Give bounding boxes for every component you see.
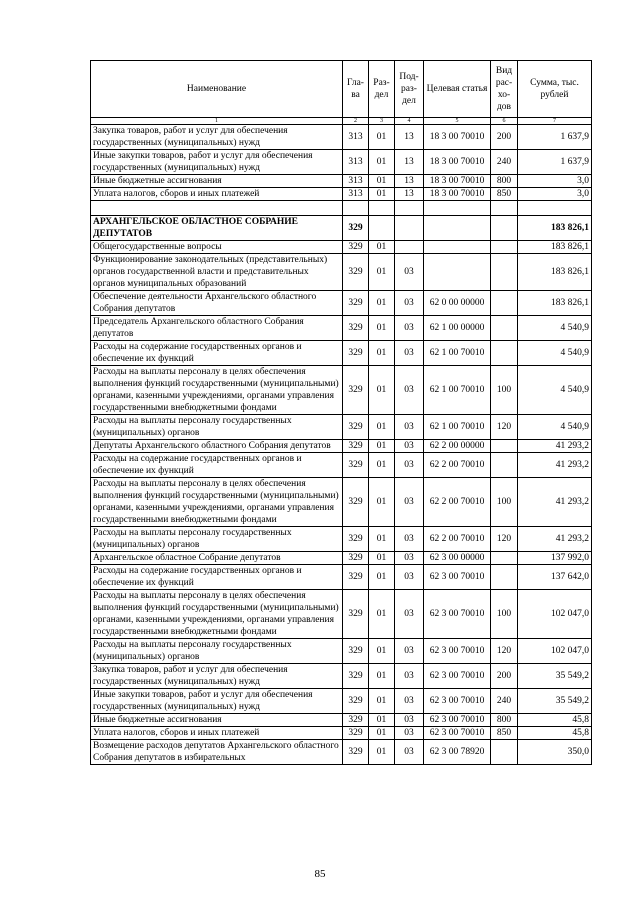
row-name: Председатель Архангельского областного Собрания депутатов (91, 316, 343, 341)
header-summa: Сумма, тыс. рублей (518, 61, 592, 118)
table-row (91, 565, 592, 590)
row-vid: 240 (491, 150, 518, 175)
row-podrazdel: 03 (395, 478, 424, 527)
column-number: 5 (424, 118, 491, 125)
row-razdel: 01 (369, 254, 395, 291)
row-glava: 329 (343, 552, 369, 565)
row-amount: 41 293,2 (518, 527, 592, 552)
row-statya (424, 216, 491, 241)
row-amount: 183 826,1 (518, 254, 592, 291)
row-vid (491, 291, 518, 316)
row-name: Расходы на содержание государственных органов и обеспечение их функций (91, 565, 343, 590)
row-razdel: 01 (369, 125, 395, 150)
row-glava: 329 (343, 216, 369, 241)
row-statya (424, 254, 491, 291)
row-name: Расходы на выплаты персоналу в целях обеспечения выполнения функций государственными (муниципальными) органами, казенными учреждениями, органами управления государственными внебюджетными фондами (91, 590, 343, 639)
row-glava: 329 (343, 689, 369, 714)
table-header-row (91, 61, 592, 118)
row-name: Иные бюджетные ассигнования (91, 714, 343, 727)
row-amount: 183 826,1 (518, 241, 592, 254)
row-razdel (369, 216, 395, 241)
table-row (91, 727, 592, 740)
row-podrazdel: 03 (395, 341, 424, 366)
row-statya: 62 3 00 70010 (424, 565, 491, 590)
row-podrazdel: 13 (395, 125, 424, 150)
table-body (91, 125, 592, 765)
row-name: Иные бюджетные ассигнования (91, 175, 343, 188)
row-name: Расходы на выплаты персоналу в целях обеспечения выполнения функций государственными (муниципальными) органами, казенными учреждениями, органами управления государственными внебюджетными фондами (91, 366, 343, 415)
row-podrazdel: 03 (395, 740, 424, 765)
row-name: Расходы на выплаты персоналу государственных (муниципальных) органов (91, 527, 343, 552)
column-number: 4 (395, 118, 424, 125)
row-vid (491, 565, 518, 590)
column-number: 1 (91, 118, 343, 125)
row-podrazdel: 03 (395, 415, 424, 440)
row-vid: 800 (491, 714, 518, 727)
row-name: Депутаты Архангельского областного Собрания депутатов (91, 440, 343, 453)
spacer-cell (518, 201, 592, 216)
row-amount: 35 549,2 (518, 689, 592, 714)
row-amount: 4 540,9 (518, 316, 592, 341)
row-name: АРХАНГЕЛЬСКОЕ ОБЛАСТНОЕ СОБРАНИЕ ДЕПУТАТОВ (91, 216, 343, 241)
row-vid (491, 453, 518, 478)
table-row (91, 453, 592, 478)
row-podrazdel: 03 (395, 664, 424, 689)
row-amount: 102 047,0 (518, 639, 592, 664)
row-podrazdel (395, 216, 424, 241)
row-glava: 313 (343, 150, 369, 175)
table-row (91, 689, 592, 714)
row-amount: 45,8 (518, 727, 592, 740)
row-podrazdel: 03 (395, 440, 424, 453)
row-razdel: 01 (369, 740, 395, 765)
table-row (91, 150, 592, 175)
row-glava: 329 (343, 415, 369, 440)
row-statya: 62 1 00 70010 (424, 415, 491, 440)
row-statya: 18 3 00 70010 (424, 125, 491, 150)
row-amount: 3,0 (518, 188, 592, 201)
row-razdel: 01 (369, 291, 395, 316)
spacer-cell (491, 201, 518, 216)
row-amount: 183 826,1 (518, 291, 592, 316)
header-name: Наименование (91, 61, 343, 118)
row-glava: 329 (343, 440, 369, 453)
row-vid (491, 552, 518, 565)
row-glava: 313 (343, 175, 369, 188)
row-name: Возмещение расходов депутатов Архангельского областного Собрания депутатов в избирательных (91, 740, 343, 765)
row-razdel: 01 (369, 366, 395, 415)
table-row (91, 241, 592, 254)
row-razdel: 01 (369, 188, 395, 201)
row-glava: 329 (343, 527, 369, 552)
row-glava: 329 (343, 478, 369, 527)
row-podrazdel: 13 (395, 188, 424, 201)
header-statya: Целевая статья (424, 61, 491, 118)
table-row (91, 415, 592, 440)
table-row (91, 714, 592, 727)
row-name: Общегосударственные вопросы (91, 241, 343, 254)
row-statya: 62 2 00 70010 (424, 527, 491, 552)
row-statya: 18 3 00 70010 (424, 175, 491, 188)
row-name: Расходы на выплаты персоналу государственных (муниципальных) органов (91, 639, 343, 664)
table-row (91, 664, 592, 689)
row-statya: 62 3 00 00000 (424, 552, 491, 565)
spacer-cell (369, 201, 395, 216)
row-razdel: 01 (369, 415, 395, 440)
row-razdel: 01 (369, 664, 395, 689)
table-row (91, 552, 592, 565)
row-razdel: 01 (369, 175, 395, 188)
row-glava: 329 (343, 316, 369, 341)
row-podrazdel: 03 (395, 254, 424, 291)
row-razdel: 01 (369, 440, 395, 453)
column-number-row (91, 118, 592, 125)
row-statya: 18 3 00 70010 (424, 188, 491, 201)
row-vid: 800 (491, 175, 518, 188)
spacer-cell (424, 201, 491, 216)
row-razdel: 01 (369, 727, 395, 740)
row-glava: 329 (343, 727, 369, 740)
row-vid: 850 (491, 188, 518, 201)
table-row (91, 216, 592, 241)
row-razdel: 01 (369, 453, 395, 478)
row-statya: 62 3 00 78920 (424, 740, 491, 765)
row-vid (491, 316, 518, 341)
row-amount: 4 540,9 (518, 415, 592, 440)
row-statya: 62 2 00 00000 (424, 440, 491, 453)
row-name: Расходы на содержание государственных органов и обеспечение их функций (91, 341, 343, 366)
row-vid: 200 (491, 125, 518, 150)
row-podrazdel: 13 (395, 175, 424, 188)
row-vid (491, 740, 518, 765)
row-glava: 329 (343, 565, 369, 590)
row-glava: 313 (343, 188, 369, 201)
table-row (91, 291, 592, 316)
row-amount: 137 992,0 (518, 552, 592, 565)
row-podrazdel (395, 241, 424, 254)
header-vid: Вид рас-хо-дов (491, 61, 518, 118)
row-vid: 120 (491, 415, 518, 440)
header-razdel: Раз-дел (369, 61, 395, 118)
row-glava: 329 (343, 639, 369, 664)
row-amount: 183 826,1 (518, 216, 592, 241)
row-vid: 100 (491, 590, 518, 639)
row-vid: 200 (491, 664, 518, 689)
row-name: Иные закупки товаров, работ и услуг для обеспечения государственных (муниципальных) нужд (91, 689, 343, 714)
row-name: Уплата налогов, сборов и иных платежей (91, 727, 343, 740)
row-statya (424, 241, 491, 254)
row-statya: 62 3 00 70010 (424, 590, 491, 639)
row-amount: 1 637,9 (518, 150, 592, 175)
row-name: Закупка товаров, работ и услуг для обеспечения государственных (муниципальных) нужд (91, 664, 343, 689)
row-amount: 4 540,9 (518, 366, 592, 415)
row-amount: 1 637,9 (518, 125, 592, 150)
row-podrazdel: 03 (395, 639, 424, 664)
column-number: 3 (369, 118, 395, 125)
header-podrazdel: Под-раз-дел (395, 61, 424, 118)
row-name: Обеспечение деятельности Архангельского областного Собрания депутатов (91, 291, 343, 316)
row-glava: 329 (343, 664, 369, 689)
row-razdel: 01 (369, 316, 395, 341)
row-glava: 329 (343, 291, 369, 316)
row-name: Иные закупки товаров, работ и услуг для обеспечения государственных (муниципальных) нужд (91, 150, 343, 175)
page-number: 85 (314, 868, 326, 880)
row-podrazdel: 13 (395, 150, 424, 175)
row-name: Расходы на содержание государственных органов и обеспечение их функций (91, 453, 343, 478)
row-podrazdel: 03 (395, 453, 424, 478)
row-razdel: 01 (369, 527, 395, 552)
row-podrazdel: 03 (395, 590, 424, 639)
row-razdel: 01 (369, 341, 395, 366)
row-statya: 62 0 00 00000 (424, 291, 491, 316)
table-row (91, 478, 592, 527)
row-glava: 329 (343, 590, 369, 639)
row-amount: 45,8 (518, 714, 592, 727)
row-statya: 62 3 00 70010 (424, 664, 491, 689)
row-statya: 62 2 00 70010 (424, 478, 491, 527)
row-glava: 329 (343, 740, 369, 765)
row-podrazdel: 03 (395, 714, 424, 727)
row-podrazdel: 03 (395, 727, 424, 740)
row-podrazdel: 03 (395, 366, 424, 415)
row-razdel: 01 (369, 478, 395, 527)
row-vid (491, 216, 518, 241)
row-statya: 62 3 00 70010 (424, 714, 491, 727)
spacer-cell (343, 201, 369, 216)
row-razdel: 01 (369, 150, 395, 175)
row-glava: 329 (343, 341, 369, 366)
row-podrazdel: 03 (395, 316, 424, 341)
row-amount: 41 293,2 (518, 440, 592, 453)
row-glava: 329 (343, 366, 369, 415)
row-vid: 850 (491, 727, 518, 740)
spacer-cell (395, 201, 424, 216)
table-row (91, 366, 592, 415)
row-podrazdel: 03 (395, 565, 424, 590)
row-amount: 41 293,2 (518, 478, 592, 527)
table-row (91, 188, 592, 201)
row-vid: 120 (491, 527, 518, 552)
row-razdel: 01 (369, 590, 395, 639)
table-row (91, 740, 592, 765)
row-name: Уплата налогов, сборов и иных платежей (91, 188, 343, 201)
table-row (91, 639, 592, 664)
row-razdel: 01 (369, 552, 395, 565)
row-statya: 62 1 00 00000 (424, 316, 491, 341)
row-glava: 329 (343, 453, 369, 478)
spacer-cell (91, 201, 343, 216)
spacer-row (91, 201, 592, 216)
row-statya: 62 3 00 70010 (424, 727, 491, 740)
row-amount: 137 642,0 (518, 565, 592, 590)
row-amount: 350,0 (518, 740, 592, 765)
row-glava: 329 (343, 254, 369, 291)
row-vid (491, 241, 518, 254)
row-name: Архангельское областное Собрание депутатов (91, 552, 343, 565)
header-glava: Гла-ва (343, 61, 369, 118)
column-number: 6 (491, 118, 518, 125)
row-vid: 240 (491, 689, 518, 714)
row-razdel: 01 (369, 241, 395, 254)
budget-table (90, 60, 592, 765)
row-name: Расходы на выплаты персоналу в целях обеспечения выполнения функций государственными (муниципальными) органами, казенными учреждениями, органами управления государственными внебюджетными фондами (91, 478, 343, 527)
row-name: Закупка товаров, работ и услуг для обеспечения государственных (муниципальных) нужд (91, 125, 343, 150)
row-vid (491, 341, 518, 366)
row-name: Расходы на выплаты персоналу государственных (муниципальных) органов (91, 415, 343, 440)
row-vid: 100 (491, 478, 518, 527)
table-row (91, 254, 592, 291)
row-razdel: 01 (369, 639, 395, 664)
row-podrazdel: 03 (395, 552, 424, 565)
row-vid (491, 254, 518, 291)
row-podrazdel: 03 (395, 291, 424, 316)
column-number: 7 (518, 118, 592, 125)
row-statya: 62 3 00 70010 (424, 689, 491, 714)
table-row (91, 125, 592, 150)
table-row (91, 175, 592, 188)
table-row (91, 341, 592, 366)
table-row (91, 440, 592, 453)
row-razdel: 01 (369, 714, 395, 727)
row-glava: 329 (343, 241, 369, 254)
row-amount: 102 047,0 (518, 590, 592, 639)
table-row (91, 590, 592, 639)
row-name: Функционирование законодательных (представительных) органов государственной власти и представительных органов муниципальных образований (91, 254, 343, 291)
row-razdel: 01 (369, 689, 395, 714)
row-amount: 35 549,2 (518, 664, 592, 689)
row-statya: 62 2 00 70010 (424, 453, 491, 478)
row-razdel: 01 (369, 565, 395, 590)
column-number: 2 (343, 118, 369, 125)
row-podrazdel: 03 (395, 527, 424, 552)
row-statya: 18 3 00 70010 (424, 150, 491, 175)
row-statya: 62 1 00 70010 (424, 366, 491, 415)
row-vid (491, 440, 518, 453)
row-glava: 329 (343, 714, 369, 727)
row-amount: 41 293,2 (518, 453, 592, 478)
row-vid: 100 (491, 366, 518, 415)
row-amount: 3,0 (518, 175, 592, 188)
table-row (91, 527, 592, 552)
row-statya: 62 1 00 70010 (424, 341, 491, 366)
table-row (91, 316, 592, 341)
row-podrazdel: 03 (395, 689, 424, 714)
row-glava: 313 (343, 125, 369, 150)
row-statya: 62 3 00 70010 (424, 639, 491, 664)
row-vid: 120 (491, 639, 518, 664)
row-amount: 4 540,9 (518, 341, 592, 366)
